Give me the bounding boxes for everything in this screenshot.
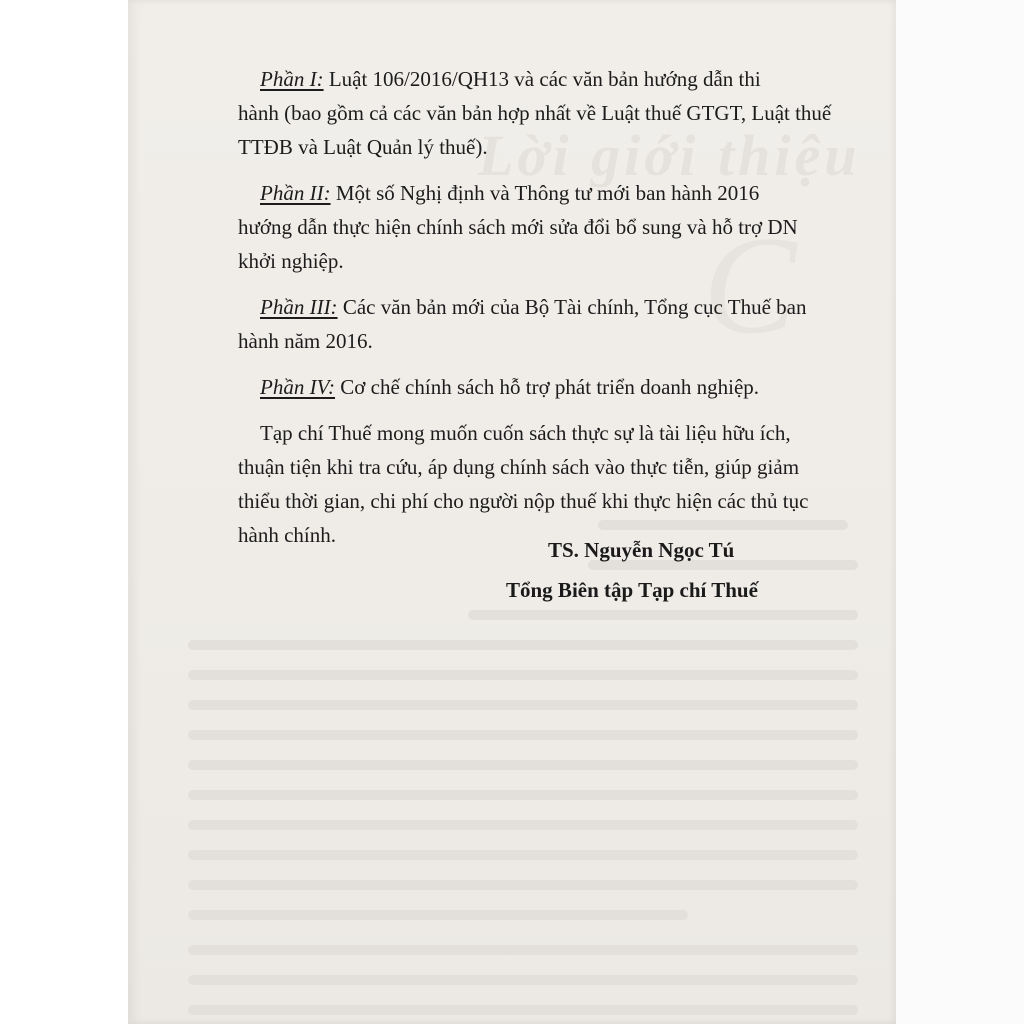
text-line: TTĐB và Luật Quản lý thuế). — [238, 135, 488, 159]
bleed-line — [188, 850, 858, 860]
text-line: Các văn bản mới của Bộ Tài chính, Tổng cục Thuế ban — [337, 295, 807, 319]
background-right — [894, 0, 1024, 1024]
paragraph-part-1 — [238, 62, 838, 164]
bleed-line — [188, 1005, 858, 1015]
part-label: Phần I: — [260, 67, 324, 91]
bleed-through-heading: Lời giới thiệu — [478, 123, 861, 188]
text-line: Một số Nghị định và Thông tư mới ban hành 2016 — [330, 181, 760, 205]
body-text — [238, 62, 838, 552]
paragraph-closing — [238, 416, 838, 552]
text-line: Luật 106/2016/QH13 và các văn bản hướng dẫn thi — [323, 67, 761, 91]
background-left — [0, 0, 130, 1024]
text-line: hành năm 2016. — [238, 329, 373, 353]
bleed-line — [188, 760, 858, 770]
paragraph-part-3 — [238, 290, 838, 358]
bleed-line — [468, 610, 858, 620]
bleed-line — [188, 670, 858, 680]
text-line: thiểu thời gian, chi phí cho người nộp thuế khi thực hiện các thủ tục — [238, 489, 809, 513]
bleed-line — [188, 790, 858, 800]
bleed-line — [188, 975, 858, 985]
text-line: hướng dẫn thực hiện chính sách mới sửa đổi bổ sung và hỗ trợ DN — [238, 215, 798, 239]
signature-title: Tổng Biên tập Tạp chí Thuế — [506, 578, 758, 602]
text-line: khởi nghiệp. — [238, 249, 344, 273]
bleed-line — [188, 945, 858, 955]
paragraph-part-4 — [238, 370, 838, 404]
bleed-line — [188, 730, 858, 740]
bleed-line — [188, 820, 858, 830]
text-line: thuận tiện khi tra cứu, áp dụng chính sách vào thực tiễn, giúp giảm — [238, 455, 800, 479]
text-line: Cơ chế chính sách hỗ trợ phát triển doanh nghiệp. — [335, 375, 760, 399]
signature-name: TS. Nguyễn Ngọc Tú — [548, 538, 735, 562]
bleed-line — [188, 700, 858, 710]
part-label: Phần II: — [260, 181, 331, 205]
part-label: Phần III: — [260, 295, 338, 319]
book-page — [128, 0, 896, 1024]
paragraph-part-2 — [238, 176, 838, 278]
part-label: Phần IV: — [260, 375, 336, 399]
text-line: Tạp chí Thuế mong muốn cuốn sách thực sự là tài liệu hữu ích, — [260, 421, 791, 445]
bleed-line — [188, 880, 858, 890]
bleed-through-drop-cap: C — [703, 208, 797, 363]
text-line: hành (bao gồm cả các văn bản hợp nhất về Luật thuế GTGT, Luật thuế — [238, 101, 832, 125]
text-line: hành chính. — [238, 523, 336, 547]
bleed-line — [188, 640, 858, 650]
bleed-line — [188, 910, 688, 920]
